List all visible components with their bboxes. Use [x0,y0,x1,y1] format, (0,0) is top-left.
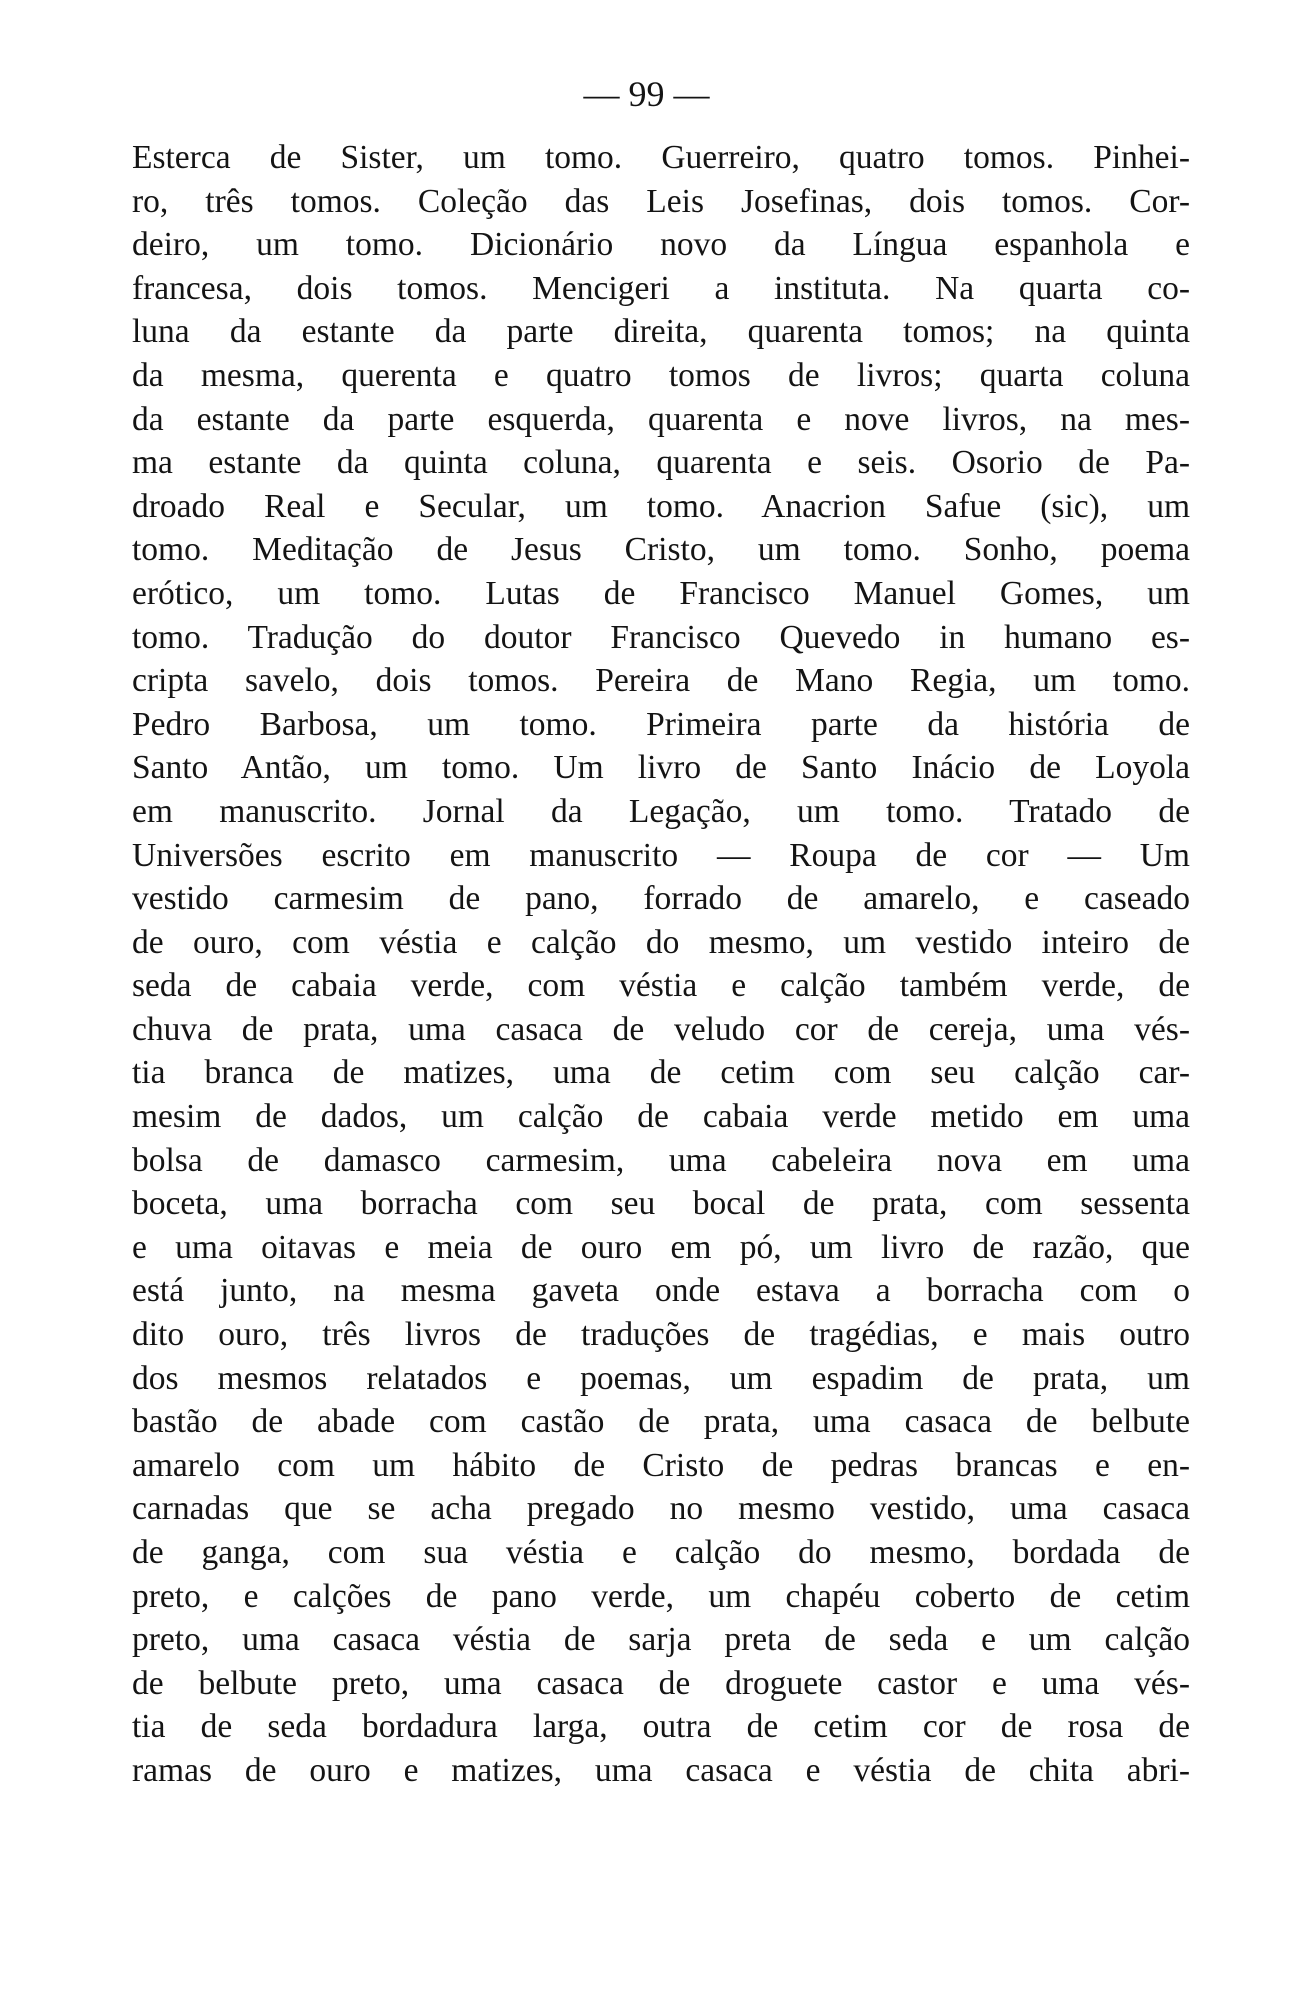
text-line: erótico, um tomo. Lutas de Francisco Manuel Gomes, um [132,574,1190,612]
text-line: carnadas que se acha pregado no mesmo vestido, uma casaca [132,1490,1190,1528]
text-line: chuva de prata, uma casaca de veludo cor de cereja, uma vés- [132,1010,1190,1048]
text-line: droado Real e Secular, um tomo. Anacrion Safue (sic), um [132,487,1190,525]
text-line: mesim de dados, um calção de cabaia verde metido em uma [132,1098,1190,1136]
text-line: ma estante da quinta coluna, quarenta e seis. Osorio de Pa- [132,444,1190,482]
text-line: de belbute preto, uma casaca de droguete castor e uma vés- [132,1664,1190,1702]
text-line: ro, três tomos. Coleção das Leis Josefinas, dois tomos. Cor- [132,182,1190,220]
body-text [132,136,1190,1793]
text-line: boceta, uma borracha com seu bocal de prata, com sessenta [132,1185,1190,1223]
text-line: tia branca de matizes, uma de cetim com seu calção car- [132,1054,1190,1092]
text-line: bastão de abade com castão de prata, uma casaca de belbute [132,1403,1190,1441]
text-line: amarelo com um hábito de Cristo de pedras brancas e en- [132,1446,1190,1484]
text-line: e uma oitavas e meia de ouro em pó, um livro de razão, que [132,1228,1190,1266]
text-line: tomo. Meditação de Jesus Cristo, um tomo. Sonho, poema [132,531,1190,569]
text-line: está junto, na mesma gaveta onde estava a borracha com o [132,1272,1190,1310]
text-line: dos mesmos relatados e poemas, um espadim de prata, um [132,1359,1190,1397]
text-line: Pedro Barbosa, um tomo. Primeira parte da história de [132,705,1190,743]
text-line: de ouro, com véstia e calção do mesmo, um vestido inteiro de [132,923,1190,961]
text-line: ramas de ouro e matizes, uma casaca e véstia de chita abri- [132,1751,1190,1789]
text-line: tia de seda bordadura larga, outra de cetim cor de rosa de [132,1708,1190,1746]
text-line: tomo. Tradução do doutor Francisco Quevedo in humano es- [132,618,1190,656]
text-line: francesa, dois tomos. Mencigeri a instituta. Na quarta co- [132,269,1190,307]
text-line: preto, e calções de pano verde, um chapéu coberto de cetim [132,1577,1190,1615]
text-line: da estante da parte esquerda, quarenta e nove livros, na mes- [132,400,1190,438]
text-line: deiro, um tomo. Dicionário novo da Língua espanhola e [132,226,1190,264]
text-line: luna da estante da parte direita, quarenta tomos; na quinta [132,313,1190,351]
text-line: dito ouro, três livros de traduções de tragédias, e mais outro [132,1316,1190,1354]
text-line: seda de cabaia verde, com véstia e calção também verde, de [132,967,1190,1005]
text-line: em manuscrito. Jornal da Legação, um tomo. Tratado de [132,792,1190,830]
text-line: cripta savelo, dois tomos. Pereira de Mano Regia, um tomo. [132,662,1190,700]
text-line: preto, uma casaca véstia de sarja preta de seda e um calção [132,1621,1190,1659]
text-line: Esterca de Sister, um tomo. Guerreiro, quatro tomos. Pinhei- [132,139,1190,176]
text-line: de ganga, com sua véstia e calção do mesmo, bordada de [132,1534,1190,1571]
text-line: bolsa de damasco carmesim, uma cabeleira nova em uma [132,1141,1190,1179]
text-line: vestido carmesim de pano, forrado de amarelo, e caseado [132,880,1190,918]
text-line: Santo Antão, um tomo. Um livro de Santo Inácio de Loyola [132,749,1190,787]
page-number: — 99 — [583,74,710,114]
text-line: Universões escrito em manuscrito — Roupa de cor — Um [132,836,1190,874]
text-line: da mesma, querenta e quatro tomos de livros; quarta coluna [132,356,1190,394]
